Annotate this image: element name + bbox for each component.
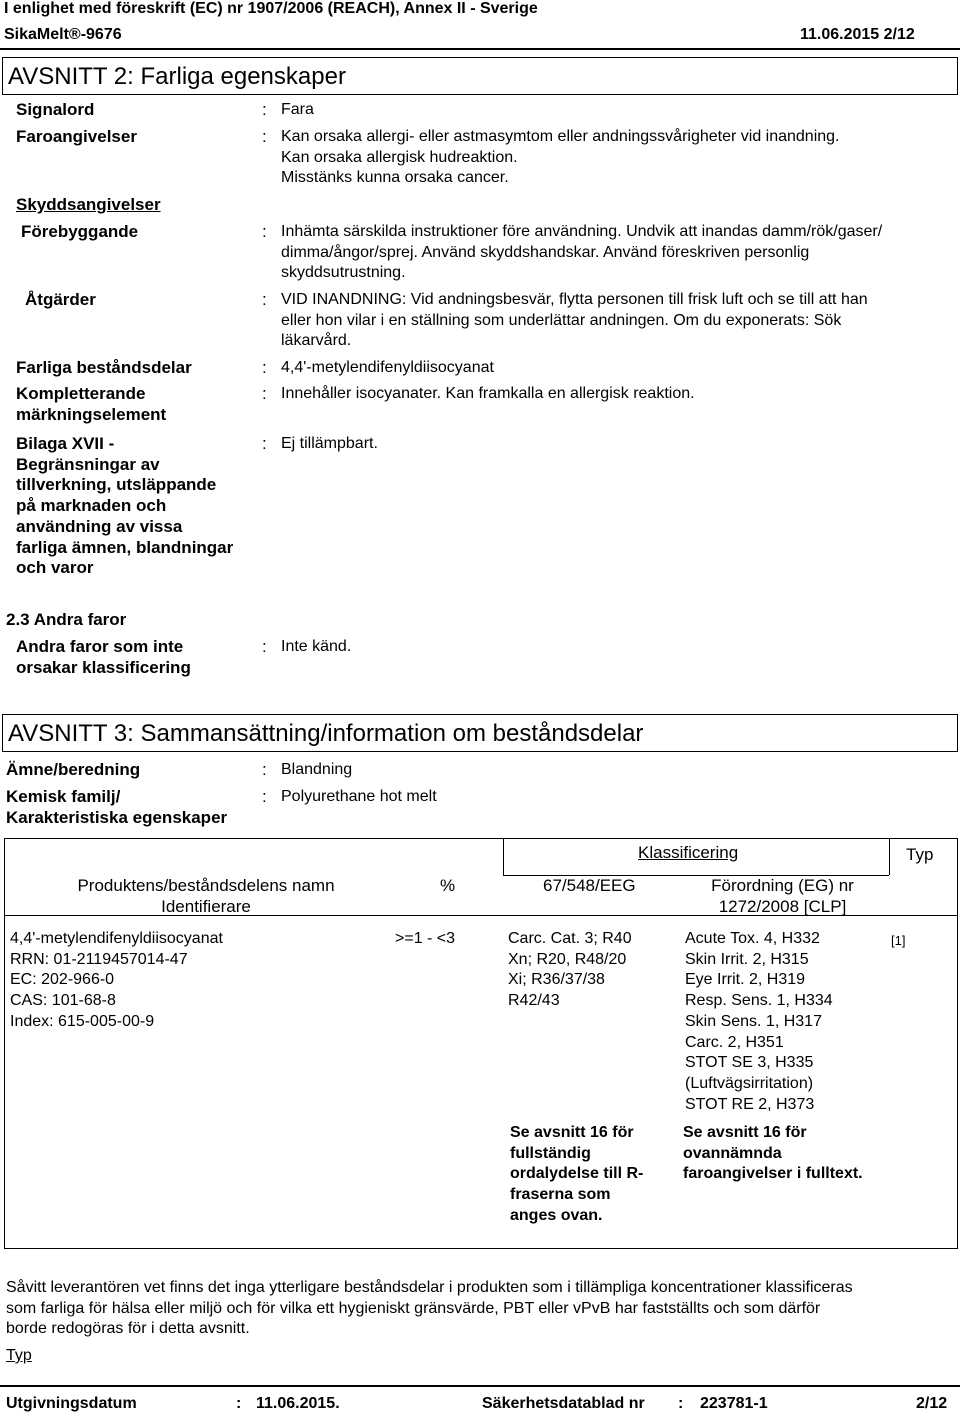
clp-header xyxy=(685,876,880,917)
signal-word-value: Fara xyxy=(281,101,314,118)
classification-header: Klassificering xyxy=(638,843,739,862)
clp-line: (Luftvägsirritation) xyxy=(685,1074,814,1092)
header-divider xyxy=(0,48,960,50)
chemical-family-label-line: Karakteristiska egenskaper xyxy=(6,807,228,827)
identifier-line: 4,4'-metylendifenyldiisocyanat xyxy=(10,930,223,947)
colon: : xyxy=(262,787,267,806)
name-header-line: Produktens/beståndsdelens namn xyxy=(77,876,335,895)
clp-note xyxy=(683,1123,863,1185)
clp-classification xyxy=(685,929,833,1115)
signal-word-label: Signalord xyxy=(16,100,95,119)
clp-line: Acute Tox. 4, H332 xyxy=(685,930,820,947)
colon: : xyxy=(236,1395,242,1412)
response-label: Åtgärder xyxy=(25,290,96,309)
annex-label-line: tillverkning, utsläppande xyxy=(16,475,217,495)
eec-line: Xi; R36/37/38 xyxy=(508,971,605,989)
section3-heading: AVSNITT 3: Sammansättning/information om beståndsdelar xyxy=(8,720,644,747)
footer-page-number: 2/12 xyxy=(916,1395,948,1412)
document-regulation-title: I enlighet med föreskrift (EC) nr 1907/2006 (REACH), Annex II - Sverige xyxy=(4,0,538,17)
note-line: som farliga för hälsa eller miljö och för vilka ett hygieniskt gränsvärde, PBT eller vPvB har fastställts och som därför xyxy=(6,1299,821,1317)
colon: : xyxy=(262,434,267,453)
hazard-line: Misstänks kunna orsaka cancer. xyxy=(281,169,509,186)
eec-header: 67/548/EEG xyxy=(543,876,636,895)
section2-heading: AVSNITT 2: Farliga egenskaper xyxy=(8,63,346,90)
clp-header-line: Förordning (EG) nr xyxy=(711,876,854,895)
annex-label-line: och varor xyxy=(16,558,94,578)
precautionary-statements-heading: Skyddsangivelser xyxy=(16,195,161,214)
clp-note-line: ovannämnda xyxy=(683,1144,782,1162)
type-value: [1] xyxy=(891,933,906,948)
substance-mixture-value: Blandning xyxy=(281,761,353,778)
supplemental-label xyxy=(16,384,166,425)
prevention-line: skyddsutrustning. xyxy=(281,264,406,281)
eec-note-line: Se avsnitt 16 för xyxy=(510,1124,634,1141)
hazard-statements-label: Faroangivelser xyxy=(16,127,137,146)
supplemental-value: Innehåller isocyanater. Kan framkalla en allergisk reaktion. xyxy=(281,385,695,402)
issue-date-value: 11.06.2015. xyxy=(256,1395,340,1412)
prevention-line: Inhämta särskilda instruktioner före användning. Undvik att inandas damm/rök/gaser/ xyxy=(281,223,883,240)
eec-note xyxy=(510,1123,643,1227)
supplemental-label-line: märkningselement xyxy=(16,404,167,424)
clp-line: Carc. 2, H351 xyxy=(685,1033,784,1051)
clp-header-line: 1272/2008 [CLP] xyxy=(718,896,847,916)
identifier-line: Index: 615-005-00-9 xyxy=(10,1012,155,1030)
annex-label-line: Bilaga XVII - xyxy=(16,434,115,453)
type-header: Typ xyxy=(906,845,934,864)
product-name: SikaMelt®-9676 xyxy=(4,26,122,43)
other-hazards-label-line: orsakar klassificering xyxy=(16,657,191,677)
colon: : xyxy=(262,290,267,309)
colon: : xyxy=(262,358,267,377)
identifier-line: RRN: 01-2119457014-47 xyxy=(10,950,188,968)
other-hazards-label xyxy=(16,637,191,678)
identifier-line: EC: 202-966-0 xyxy=(10,971,115,989)
composition-table xyxy=(4,838,958,1249)
eec-line: R42/43 xyxy=(508,992,560,1010)
annex-label-line: användning av vissa xyxy=(16,516,183,536)
header-rule xyxy=(889,839,890,875)
colon: : xyxy=(262,100,267,119)
clp-note-line: faroangivelser i fulltext. xyxy=(683,1165,863,1183)
chemical-family-label-line: Kemisk familj/ xyxy=(6,787,121,806)
header-rule xyxy=(503,839,504,875)
hazardous-components-label: Farliga beståndsdelar xyxy=(16,358,192,377)
eec-note-line: fullständig xyxy=(510,1144,591,1162)
footer-divider xyxy=(0,1385,960,1387)
date-and-page: 11.06.2015 2/12 xyxy=(800,26,915,43)
response-line: eller hon vilar i en ställning som underlättar andningen. Om du exponerats: Sök xyxy=(281,311,842,329)
clp-line: Skin Irrit. 2, H315 xyxy=(685,950,809,968)
response-statements xyxy=(281,290,868,352)
colon: : xyxy=(262,760,267,779)
additional-ingredients-note xyxy=(6,1278,853,1340)
prevention-label: Förebyggande xyxy=(21,222,139,241)
name-header xyxy=(51,876,361,917)
percent-header: % xyxy=(440,876,456,895)
eec-line: Xn; R20, R48/20 xyxy=(508,950,627,968)
hazardous-components-value: 4,4'-metylendifenyldiisocyanat xyxy=(281,359,494,376)
percent-value: >=1 - <3 xyxy=(395,930,456,947)
component-identifiers xyxy=(10,929,223,1033)
sds-number-label: Säkerhetsdatablad nr xyxy=(482,1395,645,1412)
hazard-statements xyxy=(281,127,840,189)
eec-classification xyxy=(508,929,632,1012)
chemical-family-label xyxy=(6,787,227,828)
section23-heading: 2.3 Andra faror xyxy=(6,610,127,629)
identifier-line: CAS: 101-68-8 xyxy=(10,992,116,1010)
eec-line: Carc. Cat. 3; R40 xyxy=(508,930,632,947)
colon: : xyxy=(262,384,267,403)
eec-note-line: fraserna som xyxy=(510,1186,611,1204)
other-hazards-label-line: Andra faror som inte xyxy=(16,637,184,656)
clp-line: STOT RE 2, H373 xyxy=(685,1095,815,1113)
prevention-line: dimma/ångor/sprej. Använd skyddshandskar. Använd föreskriven personlig xyxy=(281,243,810,261)
other-hazards-value: Inte känd. xyxy=(281,638,352,655)
hazard-line: Kan orsaka allergisk hudreaktion. xyxy=(281,148,518,166)
hazard-line: Kan orsaka allergi- eller astmasymtom eller andningssvårigheter vid inandning. xyxy=(281,128,840,145)
annex-xvii-label xyxy=(16,434,233,579)
eec-note-line: anges ovan. xyxy=(510,1206,603,1224)
supplemental-label-line: Kompletterande xyxy=(16,384,146,403)
note-line: borde redogöras för i detta avsnitt. xyxy=(6,1320,250,1337)
clp-line: STOT SE 3, H335 xyxy=(685,1054,814,1072)
prevention-statements xyxy=(281,222,882,284)
eec-note-line: ordalydelse till R- xyxy=(510,1165,644,1183)
colon: : xyxy=(678,1395,684,1412)
annex-xvii-value: Ej tillämpbart. xyxy=(281,435,378,452)
note-line: Såvitt leverantören vet finns det inga ytterligare beståndsdelar i produkten som i tillämpliga koncentrationer klassificeras xyxy=(6,1279,853,1296)
colon: : xyxy=(262,637,267,656)
chemical-family-value: Polyurethane hot melt xyxy=(281,788,437,805)
annex-label-line: på marknaden och xyxy=(16,496,167,516)
section3-heading-box xyxy=(2,714,958,752)
sds-number-value: 223781-1 xyxy=(700,1395,768,1412)
response-line: läkarvård. xyxy=(281,332,352,349)
colon: : xyxy=(262,127,267,146)
section2-heading-box xyxy=(2,57,958,95)
annex-label-line: Begränsningar av xyxy=(16,454,160,474)
substance-mixture-label: Ämne/beredning xyxy=(6,760,141,779)
clp-note-line: Se avsnitt 16 för xyxy=(683,1124,807,1141)
response-line: VID INANDNING: Vid andningsbesvär, flytta personen till frisk luft och se till att han xyxy=(281,291,868,308)
name-header-line: Identifierare xyxy=(161,896,251,916)
annex-label-line: farliga ämnen, blandningar xyxy=(16,537,234,557)
clp-line: Resp. Sens. 1, H334 xyxy=(685,992,833,1010)
issue-date-label: Utgivningsdatum xyxy=(6,1395,137,1412)
clp-line: Skin Sens. 1, H317 xyxy=(685,1012,822,1030)
clp-line: Eye Irrit. 2, H319 xyxy=(685,971,806,989)
colon: : xyxy=(262,222,267,241)
type-link[interactable]: Typ xyxy=(6,1347,32,1364)
